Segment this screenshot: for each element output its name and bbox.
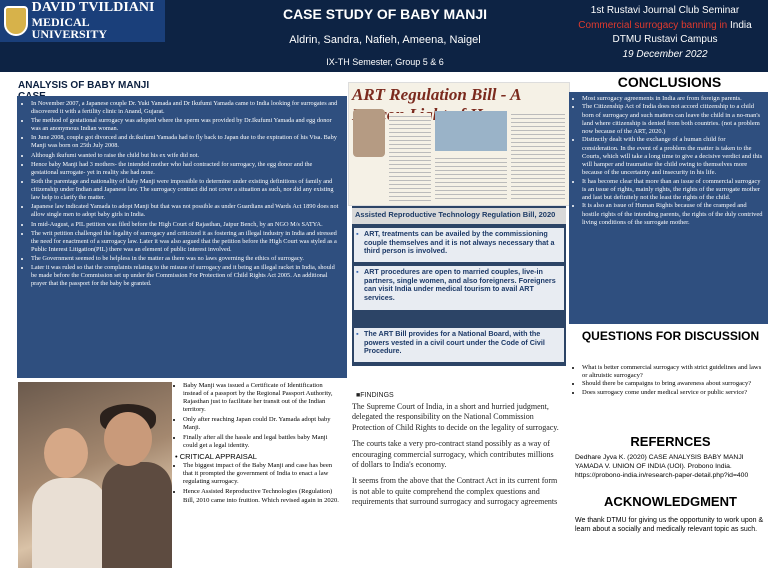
art-headline: ART Regulation Bill - A	[352, 85, 521, 104]
title-block	[170, 0, 600, 70]
list-item: • Distinctly dealt with the exchange of a human child for consideration. In the event of a problem the matter is taken to the Courts, which will take a long time to give a decisive verdict and this will hamper and traumatise the child owing to themselves more because of the uncertainty and insecurity in his life.	[582, 136, 763, 177]
art-cell: ▪ ART, treatments can be availed by the commissioning couple themselves and it is not always necessary that a third person is involved.	[354, 228, 564, 262]
university-logo	[0, 0, 165, 42]
findings-text	[352, 402, 562, 514]
list-item: • It has become clear that more than an issue of commercial surrogacy is an issue of rights, mainly rights, the rights of the surrogate mother and last but definitely not the least the rights of the child.	[582, 178, 763, 203]
questions-list	[573, 364, 763, 397]
semester: IX-TH Semester, Group 5 & 6	[326, 57, 444, 67]
list-item: • Japanese law indicated Yamada to adopt Manji but that was not possible as under Guardians and Wards Act 1890 does not allow single men to adopt baby girls in India.	[31, 203, 341, 219]
art-bill-table	[352, 206, 566, 366]
list-item: • It is also an issue of Human Rights because of the cramped and hostile rights of the intending parents, the rights of the duly contrived living conditions of the surrogate mother.	[582, 202, 763, 227]
list-item: • The method of gestational surrogacy was adopted where the sperm was provided by Dr.Ikufumi Yamada and egg donor was an anonymous Indian woman.	[31, 117, 341, 133]
seminar-info	[565, 4, 765, 62]
authors: Aldrin, Sandra, Nafieh, Ameena, Naigel	[289, 34, 481, 46]
list-item: • Does surrogacy come under medical service or public service?	[582, 389, 763, 397]
list-item: • Finally after all the hassle and legal battles baby Manji could get a legal identity.	[183, 434, 340, 450]
list-item: • In November 2007, a Japanese couple Dr. Yuki Yamada and Dr Ikufumi Yamada came to India looking for surrogates and discovered it with a fertility clinic in Anand, Gujarat.	[31, 100, 341, 116]
list-item: • Should there be campaigns to bring awareness about surrogacy?	[582, 380, 763, 388]
middle-list-b	[175, 462, 340, 504]
findings-paragraph: The courts take a very pro-contract stand possibly as a way of encouraging commercial surrogacy, which contributes millions of dollars to India's economy.	[352, 439, 554, 469]
logo-line2: MEDICAL UNIVERSITY	[31, 14, 108, 42]
conclusions-panel	[569, 92, 768, 324]
list-item: • The biggest impact of the Baby Manji and case has been that it prompted the government of India to enact a law regulating surrogacy.	[183, 462, 340, 486]
list-item: • What is better commercial surrogacy with strict guidelines and laws or altruistic surrogacy?	[582, 364, 763, 380]
analysis-list	[23, 100, 341, 288]
questions-panel	[573, 364, 763, 397]
art-cell: ▪ The ART Bill provides for a National Board, with the powers vested in a civil court under the Code of Civil Procedure.	[354, 328, 564, 362]
findings-heading: ■FINDINGS	[356, 392, 394, 399]
article-column	[389, 113, 431, 201]
acknowledgment-heading: ACKNOWLEDGMENT	[604, 494, 737, 509]
list-item: • The Citizenship Act of India does not accord citizenship to a child born of surrogacy and such matters can leave the child in a no-man's land where citizenship is denied from both countries. (not a problem now because of the ART, 2020.)	[582, 103, 763, 136]
analysis-heading: ANALYSIS OF BABY MANJI	[18, 80, 173, 96]
crest-icon	[4, 6, 28, 36]
critical-appraisal-heading: • CRITICAL APPRAISAL	[175, 452, 257, 462]
list-item: • In June 2008, couple got divorced and dr.ikufumi Yamada had to fly back to Japan due to the expiration of his Visa. Baby Manji was born on 25th July 2008.	[31, 134, 341, 150]
questions-heading: QUESTIONS FOR DISCUSSION	[581, 329, 760, 343]
seminar-date: 19 December 2022	[622, 48, 708, 60]
middle-list-a	[175, 382, 340, 450]
findings-paragraph: The Supreme Court of India, in a short and hurried judgment, delegated the responsibility on the National Commission Protection of Child Rights to decide on the legality of surrogacy.	[352, 402, 559, 432]
article-photo	[435, 111, 507, 151]
references-heading: REFERNCES	[630, 434, 711, 449]
list-item: • Only after reaching Japan could Dr. Yamada adopt baby Manji.	[183, 416, 340, 432]
seminar-line1: 1st Rustavi Journal Club Seminar	[590, 5, 740, 16]
author-photo	[353, 109, 385, 157]
baby-manji-photo	[18, 382, 172, 568]
art-cell: ▪ ART procedures are open to married couples, live-in partners, single women, and also foreigners. Foreigners can visit India under medical tourism to avail ART services.	[354, 266, 564, 310]
references-text: Dedhare Jyva K. (2020) CASE ANALYSIS BABY MANJI YAMADA V. UNION OF INDIA (UOI). Probono India. https://probono-india.in/research-paper-detail.php?id=400	[575, 454, 749, 479]
list-item: • Both the parentage and nationality of baby Manji were impossible to determine under existing definitions of family and citizenship under Indian and Japanese law. The surrogacy contract did not cover a situation as such, nor did any existing law help to clarify the matter.	[31, 178, 341, 202]
list-item: • The Government seemed to be helpless in the matter as there was no laws governing the ethics of surrogacy.	[31, 255, 341, 263]
article-column	[435, 155, 507, 201]
findings-paragraph: It seems from the above that the Contract Act in its current form is not able to quite comprehend the complex questions and requirements that surround surrogacy and surrogacy agreements	[352, 476, 558, 507]
seminar-campus: DTMU Rustavi Campus	[612, 34, 718, 45]
list-item: • Baby Manji was issued a Certificate of Identification instead of a passport by the Regional Passport Authority, Rajasthan just to facilitate her transit out of the Indian territory.	[183, 382, 340, 414]
conclusions-list	[574, 95, 763, 227]
art-table-heading: Assisted Reproductive Technology Regulation Bill, 2020	[352, 208, 566, 224]
page-title: CASE STUDY OF BABY MANJI	[282, 6, 488, 22]
list-item: • In mid-August, a PIL petition was filed before the High Court of Rajasthan, Jaipur Bench, by an NGO M/s SATYA.	[31, 221, 341, 229]
art-article-image	[348, 82, 570, 206]
logo-line1: DAVID TVILDIANI	[31, 0, 155, 16]
list-item: • The writ petition challenged the legality of surrogacy and criticized it as fostering an illegal industry in India and stressed the need for enactment of a surrogacy law. Later it was also argued that the petition before the High Court was styled as a Public Interest Litigation(PIL) there was an element of public interest involved.	[31, 230, 341, 254]
list-item: • Hence Assisted Reproductive Technologies (Regulation) Bill, 2010 came into fruition. Which revised again in 2020.	[183, 488, 340, 504]
list-item: • Later it was ruled so that the complaints relating to the misuse of surrogacy and it being an illegal racket in India, should be made before the Commission set up under the Commission For Protection of Child Rights Act 2005. An additional prayer that the passport for the baby be granted.	[31, 264, 341, 288]
seminar-line2: Commercial surrogacy banning in India	[578, 19, 752, 31]
list-item: • Hence baby Manji had 3 mothers- the intended mother who had contracted for surrogacy, the egg donor and the gestational surrogate- yet in reality she had none.	[31, 161, 341, 177]
acknowledgment-text: We thank DTMU for giving us the opportunity to work upon & learn about a socially and medically relevant topic as such.	[575, 517, 764, 534]
article-column	[511, 111, 565, 201]
list-item: • Although ikufumi wanted to raise the child but his ex wife did not.	[31, 152, 341, 160]
conclusions-heading: CONCLUSIONS	[617, 74, 722, 90]
list-item: • Most surrogacy agreements in India are from foreign parents.	[582, 95, 763, 103]
analysis-panel	[17, 96, 347, 378]
middle-notes	[175, 382, 340, 507]
